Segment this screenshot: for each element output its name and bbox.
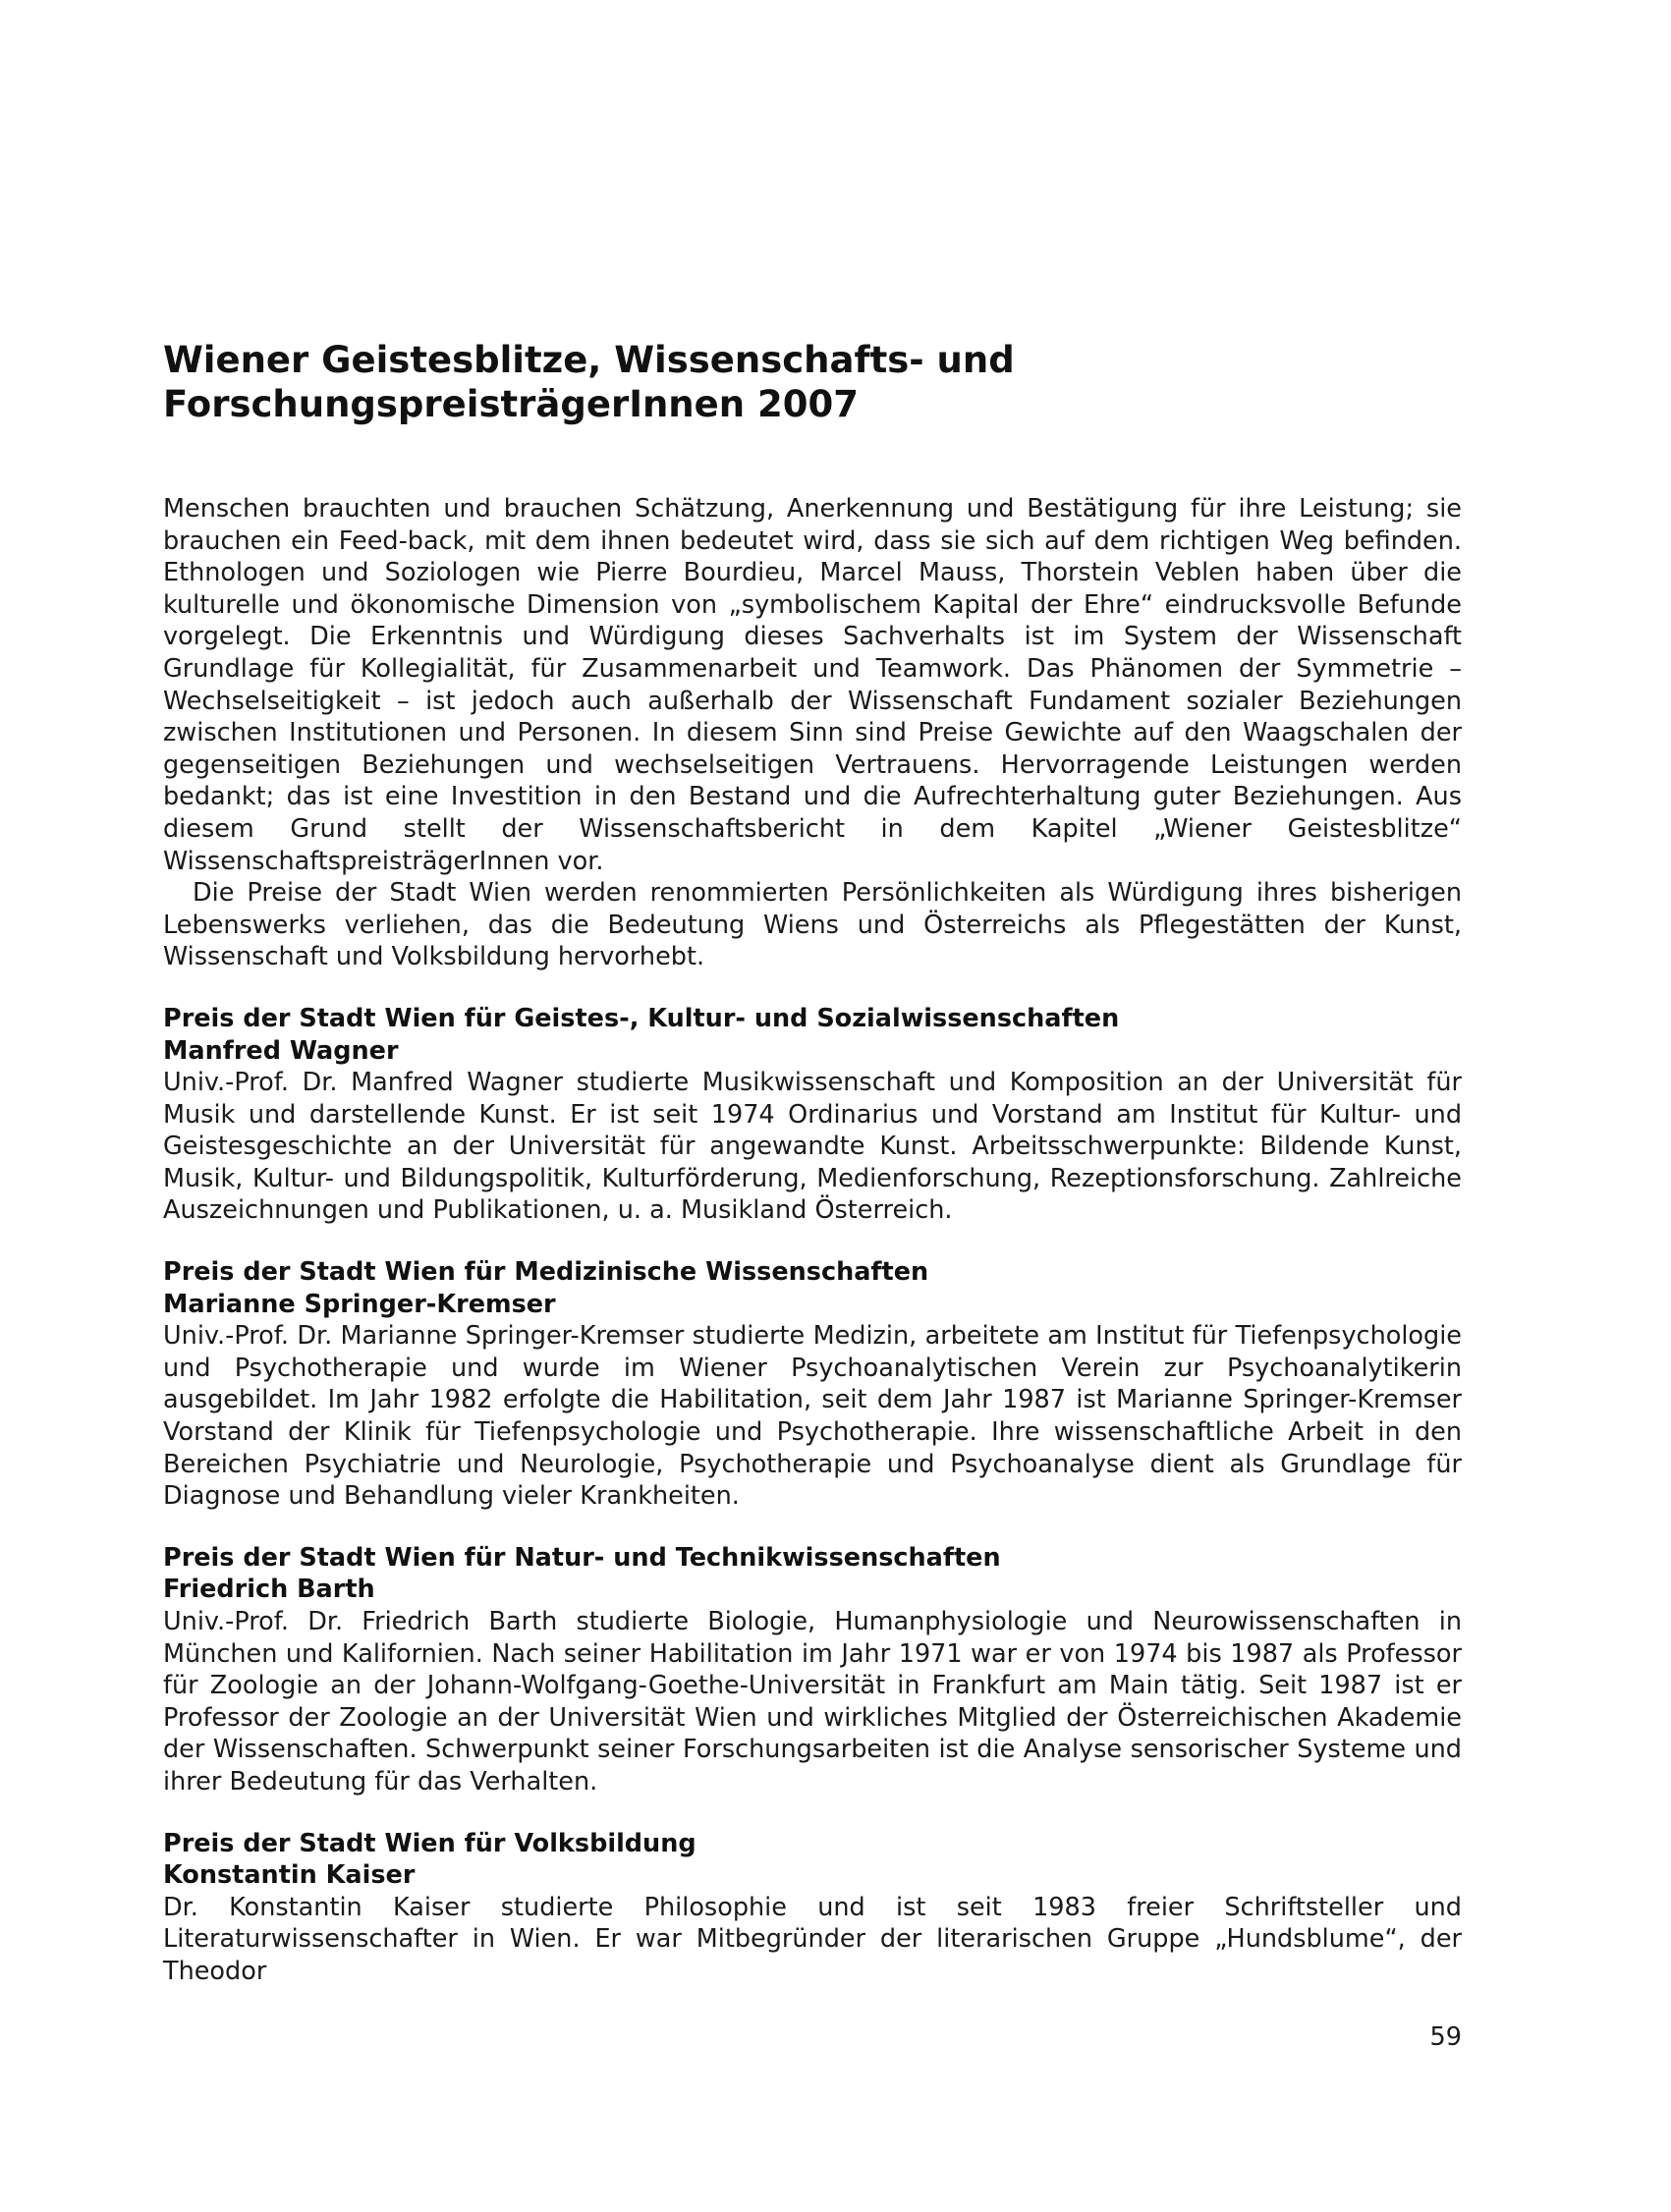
prize-heading: Preis der Stadt Wien für Geistes-, Kultur- und Sozialwissenschaften	[163, 1003, 1120, 1033]
prize-section-humanities	[163, 1003, 1462, 1227]
laureate-bio: Dr. Konstantin Kaiser studierte Philosophie und ist seit 1983 freier Schriftsteller und Literaturwissenschafter in Wien. Er war Mitbegründer der literarischen Gruppe „Hundsblume“, der Theodor	[163, 1892, 1462, 1986]
title-line-2: ForschungspreisträgerInnen 2007	[163, 383, 859, 425]
laureate-bio: Univ.-Prof. Dr. Manfred Wagner studierte Musikwissenschaft und Komposition an der Universität für Musik und darstellende Kunst. Er ist seit 1974 Ordinarius und Vorstand am Institut für Kultur- und Geistesgeschichte an der Universität für angewandte Kunst. Arbeitsschwerpunkte: Bildende Kunst, Musik, Kultur- und Bildungspolitik, Kulturförderung, Medienforschung, Rezeptionsforschung. Zahlreiche Auszeichnungen und Publikationen, u. a. Musikland Österreich.	[163, 1068, 1462, 1226]
laureate-bio: Univ.-Prof. Dr. Friedrich Barth studierte Biologie, Humanphysiologie und Neurowissenschaften in München und Kalifornien. Nach seiner Habilitation im Jahr 1971 war er von 1974 bis 1987 als Professor für Zoologie an der Johann-Wolfgang-Goethe-Universität in Frankfurt am Main tätig. Seit 1987 ist er Professor der Zoologie an der Universität Wien und wirkliches Mitglied der Österreichischen Akademie der Wissenschaften. Schwerpunkt seiner Forschungsarbeiten ist die Analyse sensorischer Systeme und ihrer Bedeutung für das Verhalten.	[163, 1607, 1462, 1797]
title-line-1: Wiener Geistesblitze, Wissenschafts- und	[163, 339, 1015, 381]
laureate-bio: Univ.-Prof. Dr. Marianne Springer-Kremser studierte Medizin, arbeitete am Institut für Tiefenpsychologie und Psychotherapie und wurde im Wiener Psychoanalytischen Verein zur Psychoanalytikerin ausgebildet. Im Jahr 1982 erfolgte die Habilitation, seit dem Jahr 1987 ist Marianne Springer-Kremser Vorstand der Klinik für Tiefenpsychologie und Psychotherapie. Ihre wissenschaftliche Arbeit in den Bereichen Psychiatrie und Neurologie, Psychotherapie und Psychoanalyse dient als Grundlage für Diagnose und Behandlung vieler Krankheiten.	[163, 1321, 1462, 1512]
page-number: 59	[1429, 2022, 1462, 2052]
prize-section-medicine	[163, 1256, 1462, 1513]
document-page	[163, 338, 1462, 1988]
prize-section-natural-sciences	[163, 1542, 1462, 1798]
laureate-name: Manfred Wagner	[163, 1035, 399, 1066]
prize-heading: Preis der Stadt Wien für Natur- und Technikwissenschaften	[163, 1542, 1001, 1573]
prize-heading: Preis der Stadt Wien für Medizinische Wissenschaften	[163, 1257, 929, 1288]
intro-paragraph-1: Menschen brauchten und brauchen Schätzung, Anerkennung und Bestätigung für ihre Leistung; sie brauchen ein Feed-back, mit dem ihnen bedeutet wird, dass sie sich auf dem richtigen Weg befinden. Ethnologen und Soziologen wie Pierre Bourdieu, Marcel Mauss, Thorstein Veblen haben über die kulturelle und ökonomische Dimension von „symbolischem Kapital der Ehre“ eindrucksvolle Befunde vorgelegt. Die Erkenntnis und Würdigung dieses Sachverhalts ist im System der Wissenschaft Grundlage für Kollegialität, für Zusammenarbeit und Teamwork. Das Phänomen der Symmetrie – Wechselseitigkeit – ist jedoch auch außerhalb der Wissenschaft Fundament sozialer Beziehungen zwischen Institutionen und Personen. In diesem Sinn sind Preise Gewichte auf den Waagschalen der gegenseitigen Beziehungen und wechselseitigen Vertrauens. Hervorragende Leistungen werden bedankt; das ist eine Investition in den Bestand und die Aufrechterhaltung guter Beziehungen. Aus diesem Grund stellt der Wissenschaftsbericht in dem Kapitel „Wiener Geistesblitze“ WissenschaftspreisträgerInnen vor.	[163, 494, 1462, 876]
laureate-name: Konstantin Kaiser	[163, 1860, 416, 1891]
intro	[163, 493, 1462, 973]
laureate-name: Friedrich Barth	[163, 1575, 375, 1605]
page-title	[163, 338, 1462, 426]
laureate-name: Marianne Springer-Kremser	[163, 1289, 556, 1319]
prize-heading: Preis der Stadt Wien für Volksbildung	[163, 1828, 696, 1858]
intro-paragraph-2: Die Preise der Stadt Wien werden renommierten Persönlichkeiten als Würdigung ihres bisherigen Lebenswerks verliehen, das die Bedeutung Wiens und Österreichs als Pflegestätten der Kunst, Wissenschaft und Volksbildung hervorhebt.	[163, 878, 1462, 972]
prize-section-adult-education	[163, 1828, 1462, 1988]
